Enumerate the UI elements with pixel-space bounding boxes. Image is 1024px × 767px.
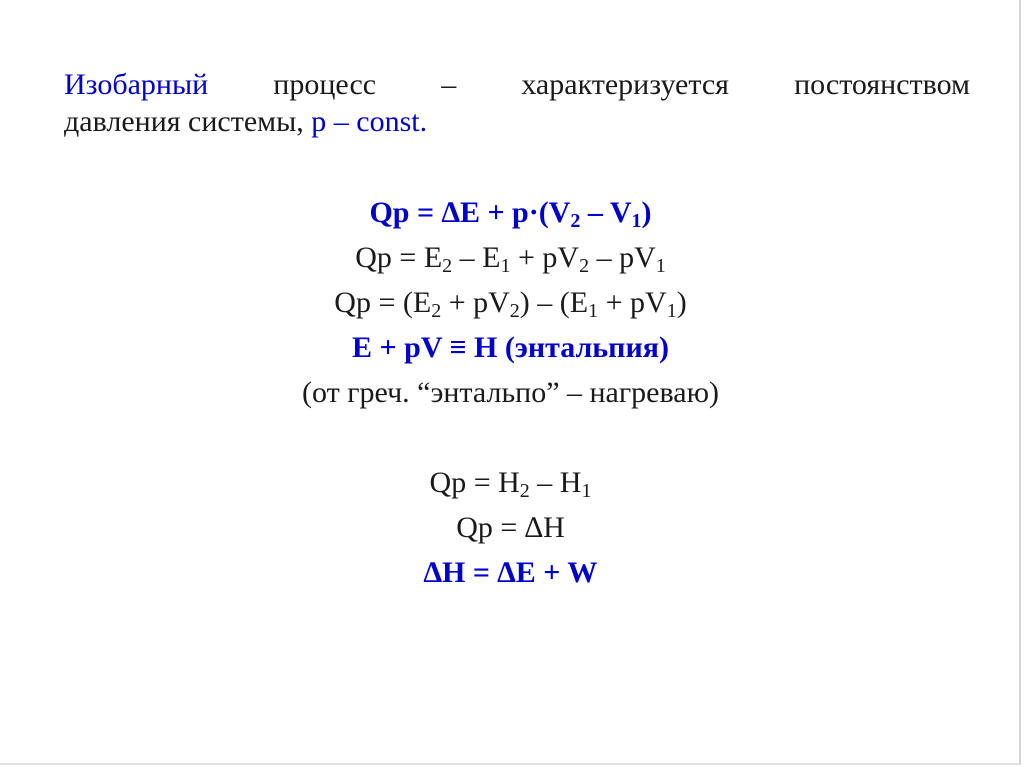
formula-text: ∆H = ∆E + W xyxy=(423,556,598,589)
formula-line xyxy=(0,460,1021,505)
formula-text: Qp = H xyxy=(429,466,520,499)
formula-subscript: 1 xyxy=(655,255,666,277)
formula-text: – V xyxy=(580,196,632,229)
formula-subscript: 1 xyxy=(666,300,677,322)
formula-subscript: 1 xyxy=(500,255,511,277)
formula-text: – H xyxy=(529,466,582,499)
formula-line xyxy=(0,190,1021,235)
formula-text: – pV xyxy=(589,241,656,274)
formula-text: ) xyxy=(676,286,687,319)
formula-subscript: 1 xyxy=(631,210,642,232)
formula-line xyxy=(0,325,1021,370)
intro-line-2 xyxy=(64,103,970,140)
intro-dash: – xyxy=(441,68,457,101)
formula-text: + pV xyxy=(598,286,667,319)
formula-subscript: 1 xyxy=(588,300,599,322)
intro-line-2-text: давления системы, xyxy=(64,105,312,138)
intro-paragraph xyxy=(64,66,970,140)
formula-line xyxy=(0,550,1021,595)
formula-text: – E xyxy=(452,241,501,274)
formula-text: + pV xyxy=(441,286,510,319)
formula-text: Qp = (E xyxy=(334,286,432,319)
intro-word: постоянством xyxy=(794,68,970,101)
formula-subscript: 2 xyxy=(579,255,590,277)
formula-text: Qp = E xyxy=(355,241,443,274)
formula-line xyxy=(0,505,1021,550)
formula-text: E + pV ≡ H (энтальпия) xyxy=(352,331,669,364)
formula-subscript: 2 xyxy=(570,210,581,232)
pressure-const: p – const. xyxy=(311,105,428,138)
formula-text: ) xyxy=(641,196,652,229)
formula-text: (от греч. “энтальпо” – нагреваю) xyxy=(302,376,719,409)
formula-block xyxy=(0,190,1021,595)
formula-subscript: 2 xyxy=(509,300,520,322)
formula-spacer xyxy=(0,415,1021,460)
formula-text: ) – (E xyxy=(519,286,589,319)
intro-term: Изобарный xyxy=(64,68,209,101)
formula-line xyxy=(0,235,1021,280)
formula-subscript: 2 xyxy=(519,480,530,502)
formula-line xyxy=(0,280,1021,325)
formula-text: + pV xyxy=(510,241,580,274)
formula-text: Qp = ∆E + p·(V xyxy=(369,196,571,229)
formula-line xyxy=(0,370,1021,415)
formula-text: Qp = ∆H xyxy=(456,511,565,544)
formula-subscript: 1 xyxy=(581,480,592,502)
intro-line-1 xyxy=(64,66,970,103)
intro-word: характеризуется xyxy=(521,68,729,101)
intro-word: процесс xyxy=(273,68,377,101)
formula-subscript: 2 xyxy=(431,300,442,322)
formula-subscript: 2 xyxy=(442,255,453,277)
